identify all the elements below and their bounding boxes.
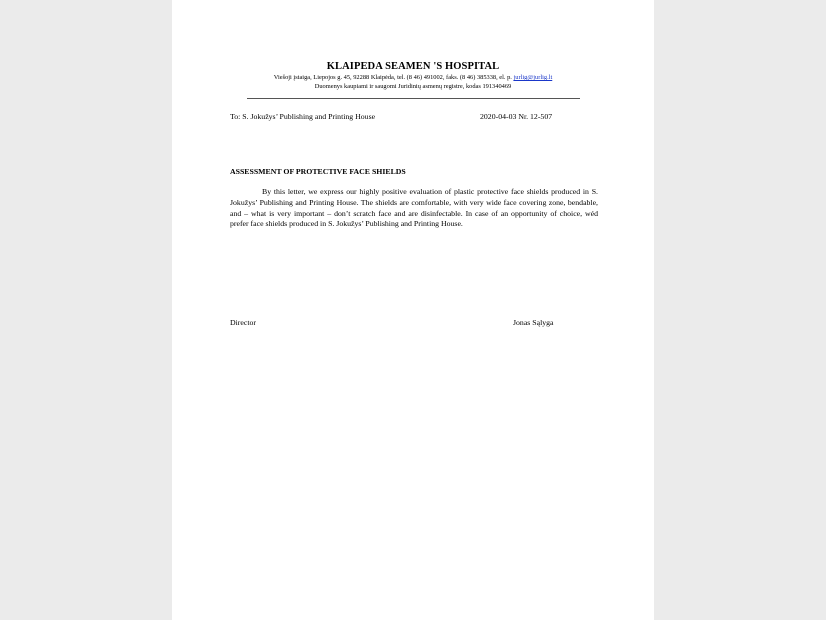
address-line xyxy=(172,74,654,82)
email-link[interactable]: jurlig@jurlig.lt xyxy=(513,74,553,81)
document-page xyxy=(172,0,654,620)
registry-line: Duomenys kaupiami ir saugomi Juridinių asmenų registre, kodas 191340469 xyxy=(314,83,512,90)
header-divider xyxy=(247,98,580,99)
recipient-line: To: S. Jokužys’ Publishing and Printing House xyxy=(230,112,376,121)
letter-body: By this letter, we express our highly positive evaluation of plastic protective face shields produced in S. Jokužys’ Publishing and Printing House. The shields are comfortable, with very wide face covering zone, bendable, and – what is very important – don’t scratch face and are disinfectable. In case of an opportunity of choice, wéd prefer face shields produced in S. Jokužys’ Publishing and Printing House. xyxy=(230,187,598,229)
signer-name: Jonas Sąlyga xyxy=(513,318,554,327)
date-reference: 2020-04-03 Nr. 12-507 xyxy=(480,112,553,121)
hospital-name: KLAIPEDA SEAMEN 'S HOSPITAL xyxy=(326,61,500,72)
letter-subject: ASSESSMENT OF PROTECTIVE FACE SHIELDS xyxy=(230,167,406,176)
address-text: Viešoji įstaiga, Liepojos g. 45, 92288 Klaipėda, tel. (8 46) 491002, faks. (8 46) 385338, el. p. xyxy=(273,74,514,81)
signer-title: Director xyxy=(230,318,256,327)
